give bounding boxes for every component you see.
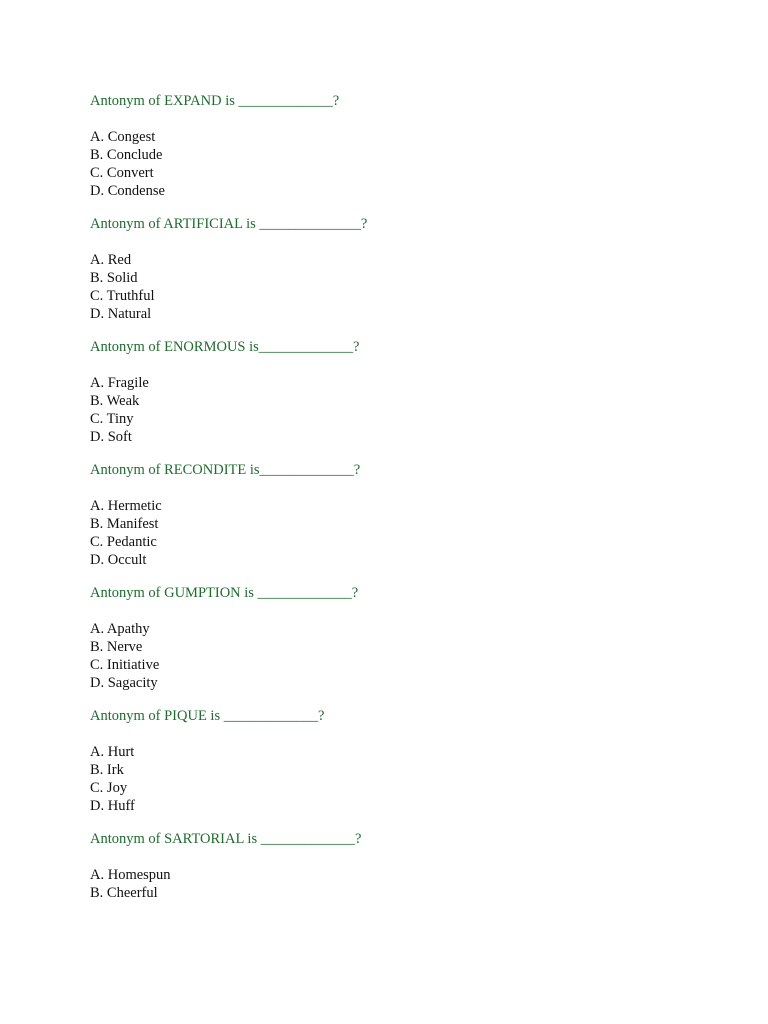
option-c: C. Initiative	[90, 657, 160, 673]
option-list	[90, 497, 730, 569]
question-block-7	[90, 830, 730, 902]
option-list	[90, 374, 730, 446]
question-block-5	[90, 584, 730, 692]
option-b: B. Cheerful	[90, 885, 158, 901]
question-text: Antonym of PIQUE is _____________?	[90, 708, 325, 724]
option-a: A. Apathy	[90, 621, 150, 637]
option-c: C. Pedantic	[90, 534, 157, 550]
question-block-6	[90, 707, 730, 815]
question-text: Antonym of RECONDITE is_____________?	[90, 462, 361, 478]
document-page	[90, 92, 730, 917]
option-c: C. Truthful	[90, 288, 155, 304]
option-d: D. Sagacity	[90, 675, 158, 691]
option-b: B. Solid	[90, 270, 138, 286]
option-b: B. Nerve	[90, 639, 143, 655]
question-text: Antonym of GUMPTION is _____________?	[90, 585, 359, 601]
option-a: A. Fragile	[90, 375, 149, 391]
question-text: Antonym of ENORMOUS is_____________?	[90, 339, 360, 355]
option-a: A. Congest	[90, 129, 156, 145]
option-list	[90, 128, 730, 200]
option-list	[90, 620, 730, 692]
option-b: B. Irk	[90, 762, 124, 778]
option-list	[90, 251, 730, 323]
option-c: C. Tiny	[90, 411, 134, 427]
question-block-3	[90, 338, 730, 446]
option-b: B. Weak	[90, 393, 140, 409]
option-d: D. Occult	[90, 552, 147, 568]
question-block-4	[90, 461, 730, 569]
option-b: B. Manifest	[90, 516, 159, 532]
question-text: Antonym of ARTIFICIAL is ______________?	[90, 216, 368, 232]
option-d: D. Condense	[90, 183, 165, 199]
option-d: D. Natural	[90, 306, 152, 322]
question-text: Antonym of EXPAND is _____________?	[90, 93, 340, 109]
option-list	[90, 743, 730, 815]
option-d: D. Huff	[90, 798, 135, 814]
option-d: D. Soft	[90, 429, 132, 445]
option-a: A. Hermetic	[90, 498, 162, 514]
question-block-1	[90, 92, 730, 200]
option-a: A. Homespun	[90, 867, 171, 883]
option-c: C. Joy	[90, 780, 128, 796]
option-c: C. Convert	[90, 165, 154, 181]
option-b: B. Conclude	[90, 147, 163, 163]
option-a: A. Hurt	[90, 744, 135, 760]
question-block-2	[90, 215, 730, 323]
option-list	[90, 866, 730, 902]
question-text: Antonym of SARTORIAL is _____________?	[90, 831, 362, 847]
option-a: A. Red	[90, 252, 132, 268]
